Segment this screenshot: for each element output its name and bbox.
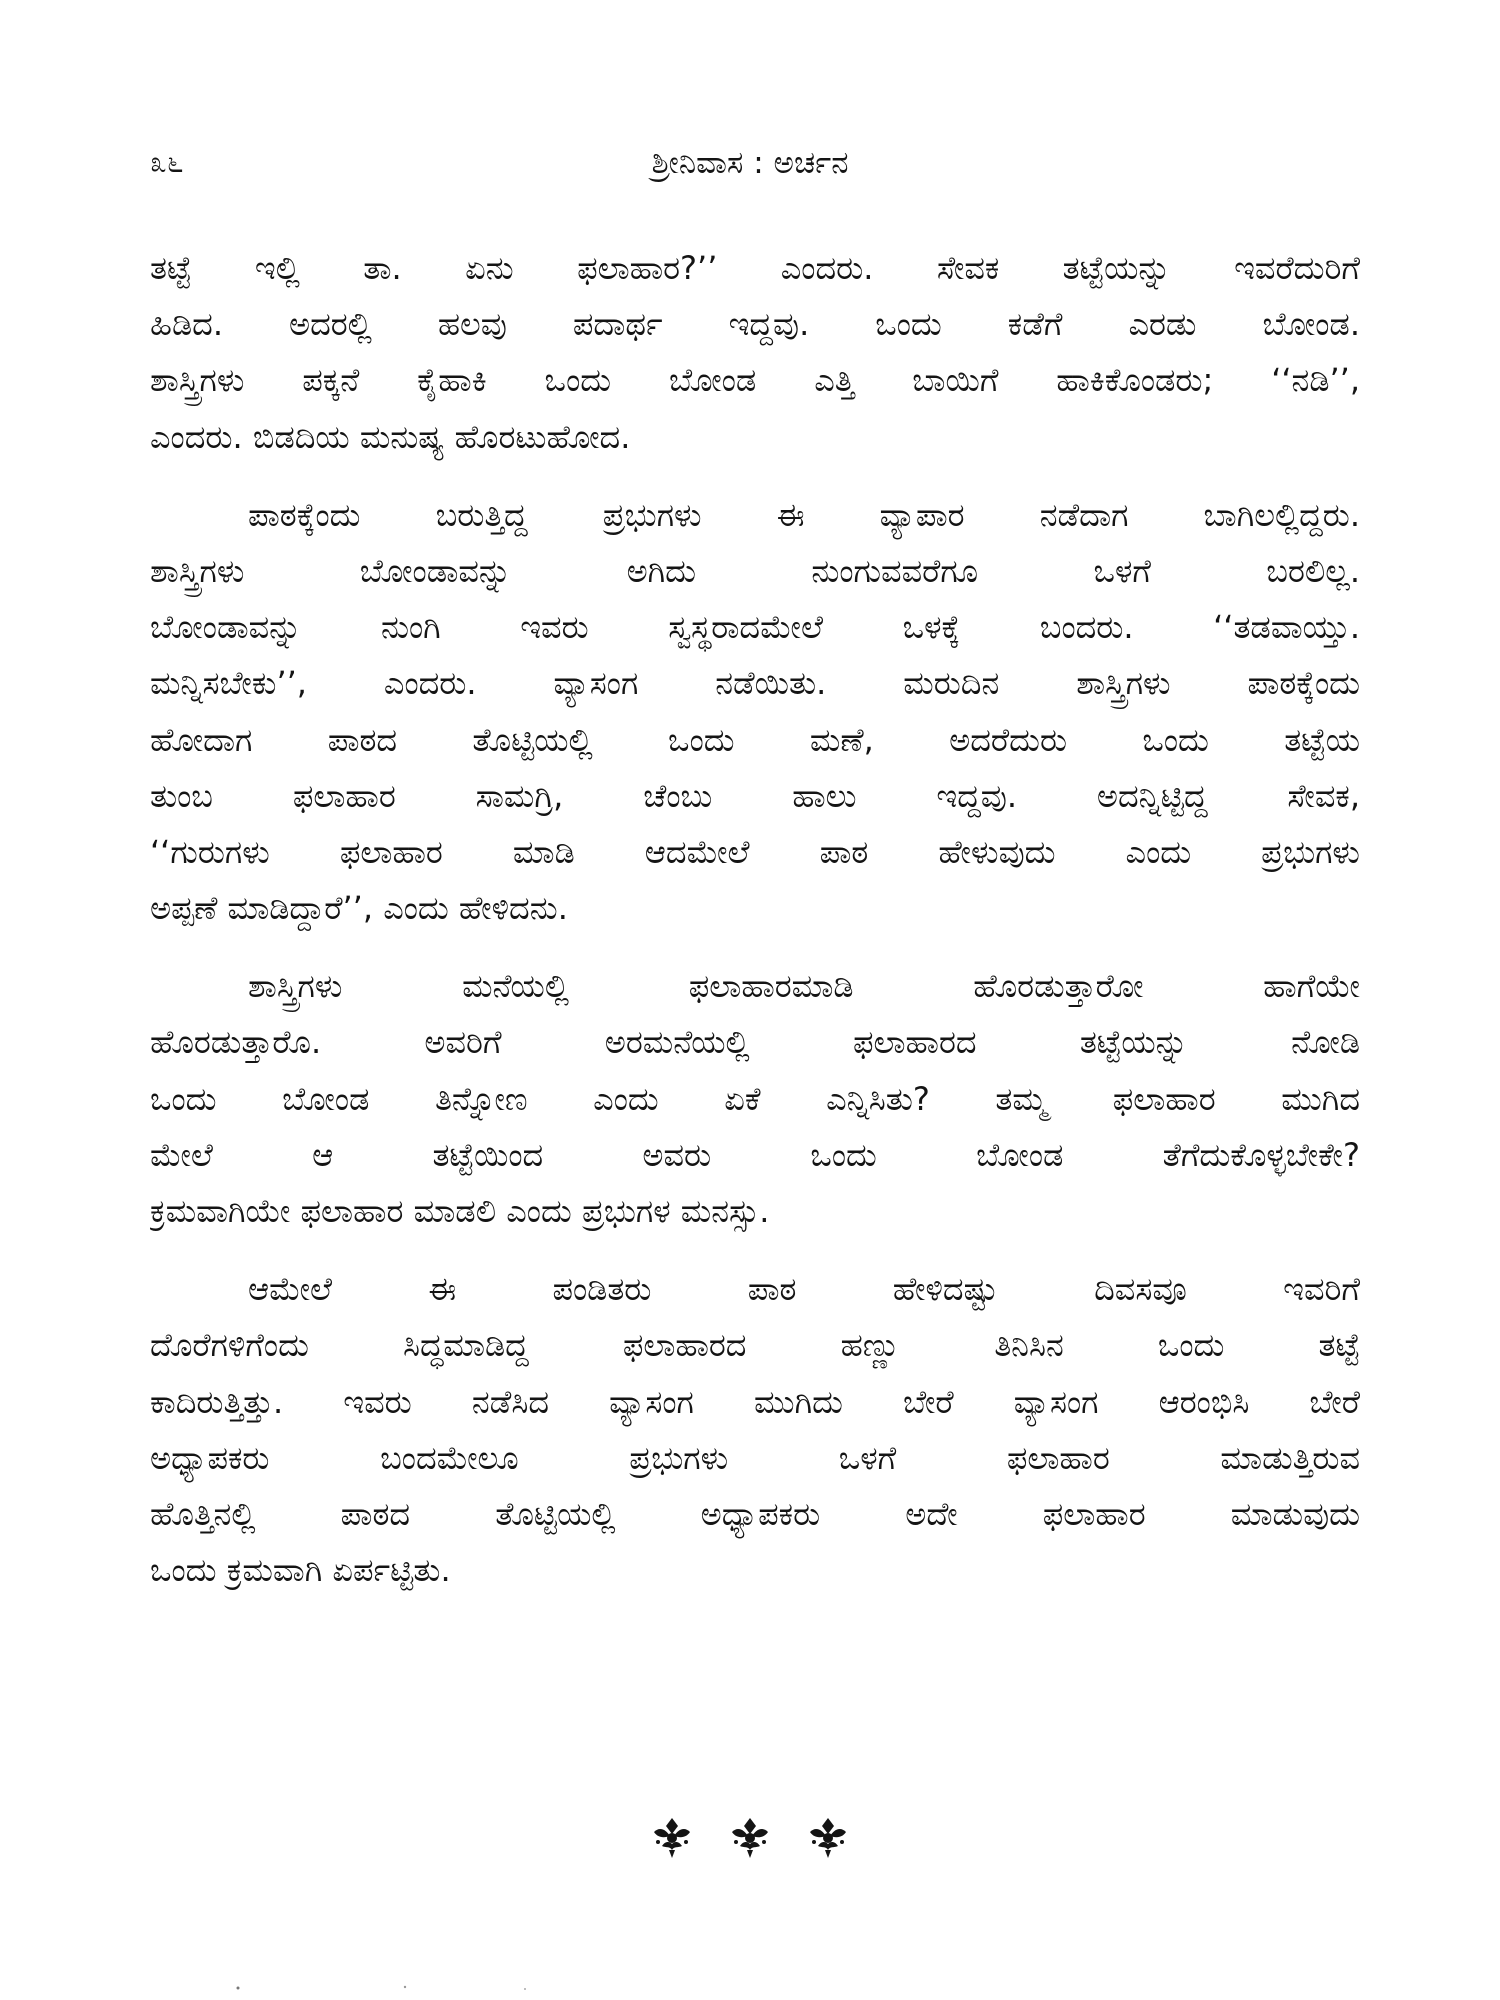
text-line: ಹೊರಡುತ್ತಾರೊ. ಅವರಿಗೆ ಅರಮನೆಯಲ್ಲಿ ಫಲಾಹಾರದ ತಟ್ಟೆಯನ್ನು ನೋಡಿ	[150, 1023, 1360, 1062]
text-line: ಬೋಂಡಾವನ್ನು ನುಂಗಿ ಇವರು ಸ್ವಸ್ಥರಾದಮೇಲೆ ಒಳಕ್ಕೆ ಬಂದರು. ‘‘ತಡವಾಯ್ತು.	[150, 608, 1360, 647]
text-line: ಹಿಡಿದ. ಅದರಲ್ಲಿ ಹಲವು ಪದಾರ್ಥ ಇದ್ದವು. ಒಂದು ಕಡೆಗೆ ಎರಡು ಬೋಂಡ.	[150, 305, 1360, 344]
text-line: ಕಾದಿರುತ್ತಿತ್ತು. ಇವರು ನಡೆಸಿದ ವ್ಯಾಸಂಗ ಮುಗಿದು ಬೇರೆ ವ್ಯಾಸಂಗ ಆರಂಭಿಸಿ ಬೇರೆ	[150, 1382, 1360, 1421]
text-line: ಪಾಠಕ್ಕೆಂದು ಬರುತ್ತಿದ್ದ ಪ್ರಭುಗಳು ಈ ವ್ಯಾಪಾರ ನಡೆದಾಗ ಬಾಗಿಲಲ್ಲಿದ್ದರು.	[248, 495, 1360, 534]
text-line: ಎಂದರು. ಬಿಡದಿಯ ಮನುಷ್ಯ ಹೊರಟುಹೋದ.	[150, 417, 631, 456]
text-line: ಕ್ರಮವಾಗಿಯೇ ಫಲಾಹಾರ ಮಾಡಲಿ ಎಂದು ಪ್ರಭುಗಳ ಮನಸ್ಸು.	[150, 1192, 770, 1230]
body-text	[150, 240, 1360, 1620]
text-line: ಒಂದು ಬೋಂಡ ತಿನ್ನೋಣ ಎಂದು ಏಕೆ ಎನ್ನಿಸಿತು? ತಮ್ಮ ಫಲಾಹಾರ ಮುಗಿದ	[150, 1079, 1360, 1118]
text-line: ಶಾಸ್ತ್ರಿಗಳು ಪಕ್ಕನೆ ಕೈಹಾಕಿ ಒಂದು ಬೋಂಡ ಎತ್ತಿ ಬಾಯಿಗೆ ಹಾಕಿಕೊಂಡರು; ‘‘ನಡಿ’’,	[150, 361, 1360, 400]
text-line: ತಟ್ಟೆ ಇಲ್ಲಿ ತಾ. ಏನು ಫಲಾಹಾರ?’’ ಎಂದರು. ಸೇವಕ ತಟ್ಟೆಯನ್ನು ಇವರೆದುರಿಗೆ	[150, 249, 1360, 287]
text-line: ದೊರೆಗಳಿಗೆಂದು ಸಿದ್ಧಮಾಡಿದ್ದ ಫಲಾಹಾರದ ಹಣ್ಣು ತಿನಿಸಿನ ಒಂದು ತಟ್ಟೆ	[150, 1326, 1360, 1365]
ornament-row	[0, 1816, 1500, 1860]
page-number: ೩೬	[150, 145, 184, 180]
running-title: ಶ್ರೀನಿವಾಸ : ಅರ್ಚನ	[651, 145, 849, 181]
text-line: ಅಧ್ಯಾಪಕರು ಬಂದಮೇಲೂ ಪ್ರಭುಗಳು ಒಳಗೆ ಫಲಾಹಾರ ಮಾಡುತ್ತಿರುವ	[150, 1438, 1360, 1477]
text-line: ‘‘ಗುರುಗಳು ಫಲಾಹಾರ ಮಾಡಿ ಆದಮೇಲೆ ಪಾಠ ಹೇಳುವುದು ಎಂದು ಪ್ರಭುಗಳು	[150, 832, 1360, 871]
text-line: ಶಾಸ್ತ್ರಿಗಳು ಬೋಂಡಾವನ್ನು ಅಗಿದು ನುಂಗುವವರೆಗೂ ಒಳಗೆ ಬರಲಿಲ್ಲ.	[150, 551, 1360, 590]
text-line: ಹೊತ್ತಿನಲ್ಲಿ ಪಾಠದ ತೊಟ್ಟಿಯಲ್ಲಿ ಅಧ್ಯಾಪಕರು ಅದೇ ಫಲಾಹಾರ ಮಾಡುವುದು	[150, 1494, 1360, 1533]
text-line: ಮನ್ನಿಸಬೇಕು’’, ಎಂದರು. ವ್ಯಾಸಂಗ ನಡೆಯಿತು. ಮರುದಿನ ಶಾಸ್ತ್ರಿಗಳು ಪಾಠಕ್ಕೆಂದು	[150, 664, 1360, 703]
paragraph	[150, 487, 1360, 937]
text-line: ಆಮೇಲೆ ಈ ಪಂಡಿತರು ಪಾಠ ಹೇಳಿದಷ್ಟು ದಿವಸವೂ ಇವರಿಗೆ	[248, 1270, 1360, 1309]
paragraph	[150, 958, 1360, 1239]
page-header	[150, 138, 1350, 188]
scan-specks	[235, 1982, 535, 1994]
text-line: ತುಂಬ ಫಲಾಹಾರ ಸಾಮಗ್ರಿ, ಚೆಂಬು ಹಾಲು ಇದ್ದವು. ಅದನ್ನಿಟ್ಟಿದ್ದ ಸೇವಕ,	[150, 776, 1360, 815]
text-line: ಹೋದಾಗ ಪಾಠದ ತೊಟ್ಟಿಯಲ್ಲಿ ಒಂದು ಮಣೆ, ಅದರೆದುರು ಒಂದು ತಟ್ಟೆಯ	[150, 720, 1360, 759]
text-line: ಮೇಲೆ ಆ ತಟ್ಟೆಯಿಂದ ಅವರು ಒಂದು ಬೋಂಡ ತೆಗೆದುಕೊಳ್ಳಬೇಕೇ?	[150, 1135, 1360, 1174]
text-line: ಅಪ್ಪಣೆ ಮಾಡಿದ್ದಾರೆ’’, ಎಂದು ಹೇಳಿದನು.	[150, 889, 568, 928]
floral-ornament-icon	[648, 1816, 696, 1860]
paragraph	[150, 1261, 1360, 1598]
floral-ornament-icon	[804, 1816, 852, 1860]
text-line: ಶಾಸ್ತ್ರಿಗಳು ಮನೆಯಲ್ಲಿ ಫಲಾಹಾರಮಾಡಿ ಹೊರಡುತ್ತಾರೋ ಹಾಗೆಯೇ	[248, 967, 1360, 1006]
text-line: ಒಂದು ಕ್ರಮವಾಗಿ ಏರ್ಪಟ್ಟಿತು.	[150, 1551, 451, 1590]
floral-ornament-icon	[726, 1816, 774, 1860]
paragraph	[150, 240, 1360, 465]
